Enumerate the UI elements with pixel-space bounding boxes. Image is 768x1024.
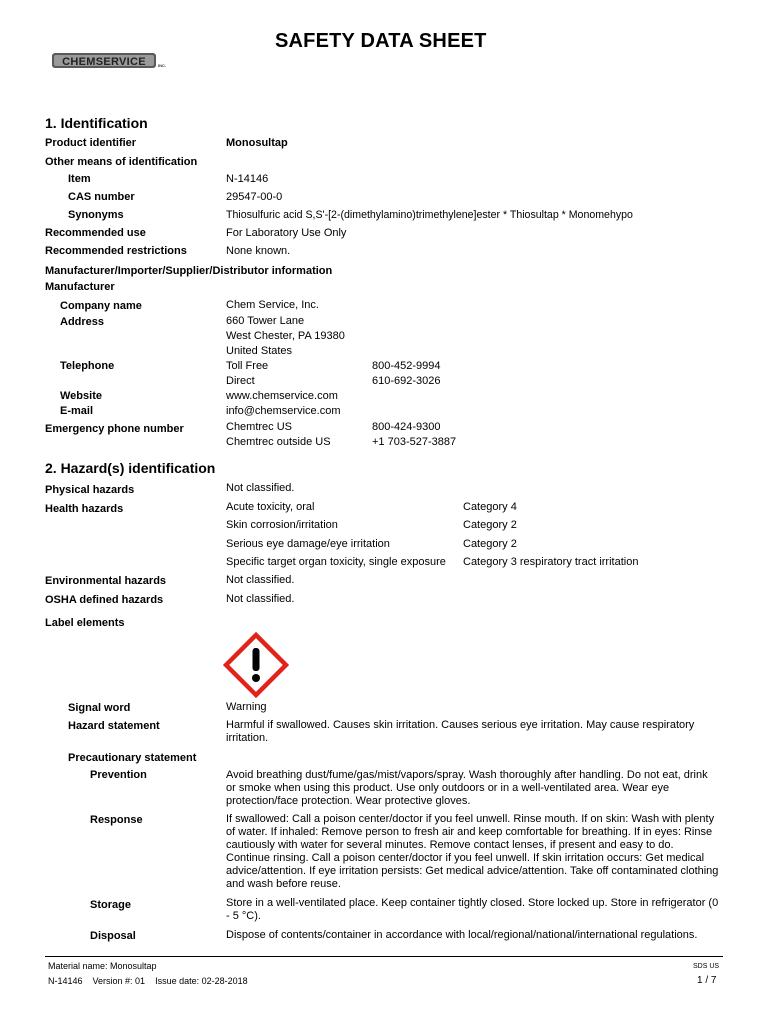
website-link[interactable]: www.chemservice.com — [226, 390, 338, 402]
logo-graphic — [52, 52, 168, 70]
address-label: Address — [60, 316, 105, 328]
chemtrec-outside-number[interactable]: +1 703-527-3887 — [372, 436, 457, 448]
disposal-label: Disposal — [90, 930, 136, 942]
section-2-heading: 2. Hazard(s) identification — [45, 460, 216, 476]
direct-label: Direct — [226, 375, 255, 387]
disposal-value: Dispose of contents/container in accordance with local/regional/national/international regulations. — [226, 929, 698, 941]
website-label: Website — [60, 390, 102, 402]
company-name-label: Company name — [60, 300, 142, 312]
section-1-heading: 1. Identification — [45, 115, 148, 131]
environmental-hazards-label: Environmental hazards — [45, 575, 167, 587]
health-hazard-name: Serious eye damage/eye irritation — [226, 538, 390, 550]
health-hazard-category: Category 4 — [463, 501, 517, 513]
health-hazard-name: Skin corrosion/irritation — [226, 519, 338, 531]
toll-free-number[interactable]: 800-452-9994 — [372, 360, 441, 372]
toll-free-label: Toll Free — [226, 360, 269, 372]
address-line-1: 660 Tower Lane — [226, 315, 305, 327]
osha-hazards-value: Not classified. — [226, 593, 295, 605]
cas-number-value: 29547-00-0 — [226, 191, 283, 203]
physical-hazards-value: Not classified. — [226, 482, 295, 494]
item-value: N-14146 — [226, 173, 269, 185]
storage-value: Store in a well-ventilated place. Keep container tightly closed. Store locked up. Store in refrigerator (0 - 5 °C). — [226, 897, 719, 922]
health-hazard-category: Category 2 — [463, 519, 517, 531]
cas-number-label: CAS number — [68, 191, 135, 203]
prevention-value: Avoid breathing dust/fume/gas/mist/vapors/spray. Wash thoroughly after handling. Do not eat, drink or smoke when using this product. Use only outdoors or in a well-ventilated area. Wear eye protection/face protection. Wear protective gloves. — [226, 769, 708, 807]
chemtrec-outside-label: Chemtrec outside US — [226, 436, 331, 448]
document-title: SAFETY DATA SHEET — [275, 30, 487, 52]
chem-service-logo — [52, 52, 168, 70]
response-value: If swallowed: Call a poison center/doctor if you feel unwell. Rinse mouth. If on skin: Wash with plenty of water. If inhaled: Remove person to fresh air and keep comfortable for breathing. If in eyes: Rinse cautiously with water for several minutes. Remove contact lenses, if present and easy to do. Continue rinsing. Call a poison center/doctor if you feel unwell. If skin irritation occurs: Get medical advice/attention. If eye irritation persists: Get medical advice/attention. Take off contaminated clothing and wash before reuse. — [226, 813, 719, 890]
chemtrec-us-number[interactable]: 800-424-9300 — [372, 421, 441, 433]
response-label: Response — [90, 814, 143, 826]
precautionary-statement-label: Precautionary statement — [68, 752, 197, 764]
manufacturer-label: Manufacturer — [45, 281, 115, 293]
environmental-hazards-value: Not classified. — [226, 574, 295, 586]
footer-version-info: N-14146 Version #: 01 Issue date: 02-28-2018 — [48, 976, 248, 986]
recommended-restrictions-value: None known. — [226, 245, 291, 257]
emergency-phone-label: Emergency phone number — [45, 423, 184, 435]
exclamation-mark-pictogram-icon — [223, 632, 289, 698]
logo-suffix: INC. — [158, 63, 166, 68]
chemtrec-us-label: Chemtrec US — [226, 421, 293, 433]
health-hazard-name: Specific target organ toxicity, single exposure — [226, 556, 446, 568]
health-hazards-label: Health hazards — [45, 503, 124, 515]
recommended-use-label: Recommended use — [45, 227, 146, 239]
product-identifier-label: Product identifier — [45, 137, 137, 149]
synonyms-label: Synonyms — [68, 209, 124, 221]
email-link[interactable]: info@chemservice.com — [226, 405, 341, 417]
physical-hazards-label: Physical hazards — [45, 484, 135, 496]
hazard-statement-value: Harmful if swallowed. Causes skin irritation. Causes serious eye irritation. May cause respiratory irritation. — [226, 719, 695, 744]
storage-label: Storage — [90, 899, 131, 911]
address-line-2: West Chester, PA 19380 — [226, 330, 345, 342]
telephone-label: Telephone — [60, 360, 115, 372]
recommended-restrictions-label: Recommended restrictions — [45, 245, 187, 257]
synonyms-value: Thiosulfuric acid S,S'-[2-(dimethylamino)trimethylene]ester * Thiosultap * Monomehypo — [226, 209, 633, 221]
prevention-label: Prevention — [90, 769, 147, 781]
company-name-value: Chem Service, Inc. — [226, 299, 319, 311]
signal-word-label: Signal word — [68, 702, 131, 714]
health-hazard-category: Category 3 respiratory tract irritation — [463, 556, 639, 568]
logo-text: CHEMSERVICE — [62, 56, 146, 68]
osha-hazards-label: OSHA defined hazards — [45, 594, 164, 606]
email-label: E-mail — [60, 405, 94, 417]
item-label: Item — [68, 173, 91, 185]
hazard-statement-label: Hazard statement — [68, 720, 160, 732]
direct-number[interactable]: 610-692-3026 — [372, 375, 441, 387]
address-line-3: United States — [226, 345, 293, 357]
health-hazard-name: Acute toxicity, oral — [226, 501, 315, 513]
footer-material-name: Material name: Monosultap — [48, 961, 157, 971]
footer-page-number: 1 / 7 — [697, 975, 717, 986]
other-means-label: Other means of identification — [45, 156, 198, 168]
product-identifier-value: Monosultap — [226, 137, 288, 149]
footer-sds-label: SDS US — [693, 963, 720, 970]
label-elements-label: Label elements — [45, 617, 125, 629]
recommended-use-value: For Laboratory Use Only — [226, 227, 347, 239]
footer-divider — [45, 956, 723, 957]
health-hazard-category: Category 2 — [463, 538, 517, 550]
manufacturer-info-label: Manufacturer/Importer/Supplier/Distributor information — [45, 265, 333, 277]
signal-word-value: Warning — [226, 701, 267, 713]
